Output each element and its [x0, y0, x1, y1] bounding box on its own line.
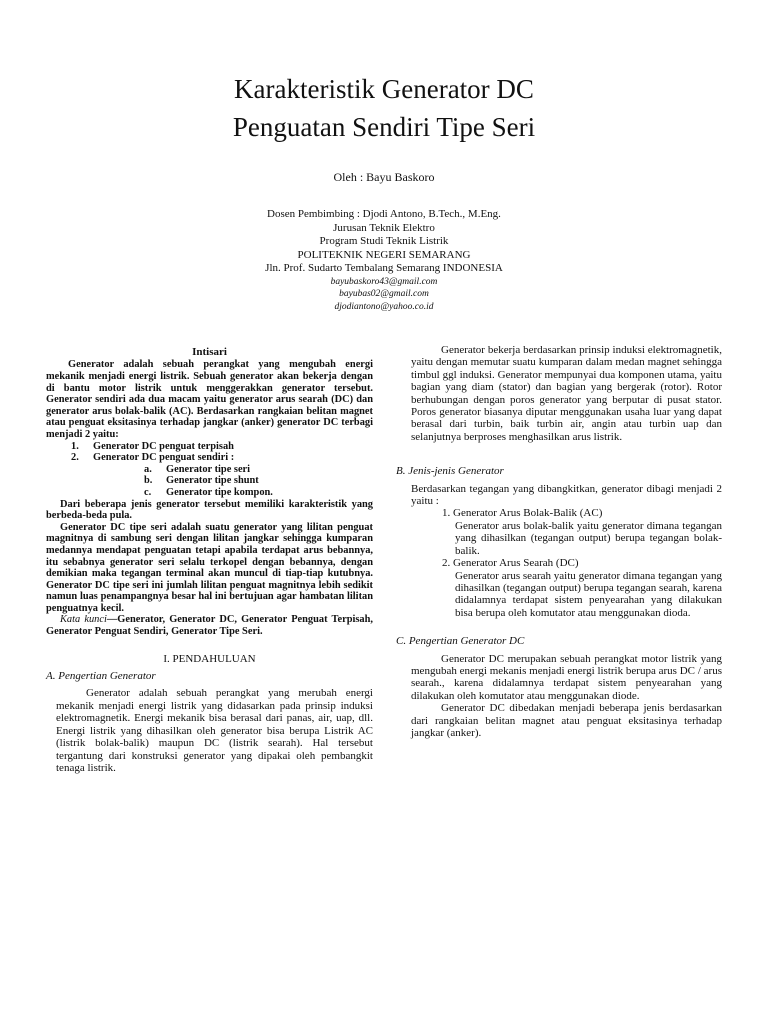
abstract-paragraph: Generator DC tipe seri adalah suatu generator yang lilitan penguat magnitnya di sambung seri dengan lilitan jangkar sehingga kumparan medannya mendapat penguatan tetapi apabila terdapat arus bebannya, itu sebabnya generator seri selalu terkopel dengan bebannya, dengan demikian maka tegangan terminal akan muncul di tiap-tiap kutubnya. Generator DC tipe seri ini jumlah lilitan penguat magnitnya lebih sedikit namun luas penampangnya besar hal ini bertujuan agar hambatan lilitan penguatnya kecil. [46, 521, 373, 614]
right-column [396, 344, 722, 739]
list-item-desc: Generator arus searah yaitu generator dimana tegangan yang dihasilkan (tegangan output) berupa tegangan searah, karena didalamnya terdapat sistem penyearahan yang dilakukan bisa berupa oleh komutator atau menggunakan dioda. [455, 569, 722, 619]
list-text: Generator tipe kompon. [166, 486, 273, 498]
list-text: Generator tipe shunt [166, 475, 259, 487]
title-line-1: Karakteristik Generator DC [234, 74, 534, 104]
list-item [46, 464, 373, 476]
supervisor-line: Dosen Pembimbing : Djodi Antono, B.Tech., M.Eng. [267, 208, 501, 220]
email-link[interactable]: bayubaskoro43@gmail.com [330, 276, 438, 287]
title-line-2: Penguatan Sendiri Tipe Seri [232, 112, 536, 142]
author-line: Oleh : Bayu Baskoro [333, 170, 435, 184]
body-paragraph: Generator bekerja berdasarkan prinsip induksi elektromagnetik, yaitu dengan memutar suatu kumparan dalam medan magnet sehingga timbul ggl induksi. Generator mempunyai dua komponen utama, yaitu bagian yang diam (stator) dan bagian yang bergerak (rotor). Rotor berhubungan dengan poros generator yang berputar di pusat stator. Poros generator biasanya diputar menggunakan usaha luar yang dapat berasal dari turbin, baik turbin air, angin atau turbin uap dan selanjutnya berproses menghasilkan arus listrik. [411, 344, 722, 443]
list-letter: b. [144, 475, 153, 487]
generator-types-list [396, 507, 722, 619]
paper-title [0, 70, 768, 146]
list-letter: a. [144, 463, 152, 475]
list-item-desc: Generator arus bolak-balik yaitu generator dimana tegangan yang dihasilkan (tegangan output) berupa tegangan bolak-balik. [455, 519, 722, 557]
list-text: Generator DC penguat terpisah [93, 440, 234, 452]
abstract-paragraph: Dari beberapa jenis generator tersebut memiliki karakteristik yang berbeda-beda pula. [46, 498, 373, 522]
abstract-list [46, 441, 373, 464]
address-line: Jln. Prof. Sudarto Tembalang Semarang INDONESIA [265, 262, 503, 274]
section-heading [46, 653, 373, 665]
affiliation-block [0, 208, 768, 313]
subsection-heading: B. Jenis-jenis Generator [396, 465, 504, 478]
left-column [46, 346, 373, 774]
list-item-title: 1. Generator Arus Bolak-Balik (AC) [442, 507, 603, 520]
keywords-text: —Generator, Generator DC, Generator Penguat Terpisah, Generator Penguat Sendiri, Generator Tipe Seri. [46, 614, 373, 638]
list-item [46, 441, 373, 453]
body-paragraph: Generator DC merupakan sebuah perangkat motor listrik yang mengubah energi mekanis menjadi energi listrik berupa arus DC / arus searah., karena didalamnya terdapat sistem penyearahan yang dilakukan oleh komutator atau menggunakan diode. [411, 652, 722, 702]
institution-line: POLITEKNIK NEGERI SEMARANG [297, 248, 471, 261]
list-item [46, 452, 373, 464]
keywords-line [46, 614, 373, 637]
abstract-heading: Intisari [192, 346, 227, 358]
list-item-title: 2. Generator Arus Searah (DC) [442, 557, 579, 570]
keywords-label: Kata kunci [60, 614, 107, 626]
section-number: I. P [163, 652, 179, 665]
list-item [46, 487, 373, 499]
program-line: Program Studi Teknik Listrik [319, 235, 449, 247]
list-item [46, 475, 373, 487]
list-text: Generator DC penguat sendiri : [93, 452, 235, 464]
subsection-heading: A. Pengertian Generator [46, 670, 156, 683]
department-line: Jurusan Teknik Elektro [333, 221, 435, 234]
list-text: Generator tipe seri [166, 463, 251, 475]
list-number: 1. [71, 440, 79, 452]
email-link[interactable]: djodiantono@yahoo.co.id [334, 301, 434, 312]
abstract-sublist [46, 464, 373, 499]
list-letter: c. [144, 486, 152, 498]
body-paragraph: Berdasarkan tegangan yang dibangkitkan, generator dibagi menjadi 2 yaitu : [411, 482, 722, 508]
body-paragraph: Generator DC dibedakan menjadi beberapa jenis berdasarkan dari rangkaian belitan magnet atau penguat eksitasinya terhadap jangkar (anker). [411, 702, 722, 739]
section-title: ENDAHULUAN [178, 652, 256, 665]
abstract-paragraph: Generator adalah sebuah perangkat yang mengubah energi mekanik menjadi energi listrik. Sebuah generator akan bekerja dengan di bantu motor listrik untuk menggerakkan generator tersebut. Generator sendiri ada dua macam yaitu generator arus searah (DC) dan generator arus bolak-balik (AC). Berdasarkan rangkaian belitan magnet atau penguat eksitasinya terhadap jangkar (anker) generator DC terbagi menjadi 2 yaitu: [46, 359, 373, 440]
body-paragraph: Generator adalah sebuah perangkat yang merubah energi mekanik menjadi energi listrik yang didasarkan pada prinsip induksi elektromagnetik. Energi mekanik bisa berasal dari panas, air, uap, dll. Energi listrik yang dihasilkan oleh generator bisa berupa Listrik AC (listrik bolak-balik) maupun DC (listrik searah). Hal tersebut tergantung dari konstruksi generator yang dipakai oleh pembangkit tenaga listrik. [56, 687, 373, 774]
subsection-heading: C. Pengertian Generator DC [396, 635, 525, 648]
email-link[interactable]: bayubas02@gmail.com [339, 289, 429, 299]
list-number: 2. [71, 452, 79, 464]
